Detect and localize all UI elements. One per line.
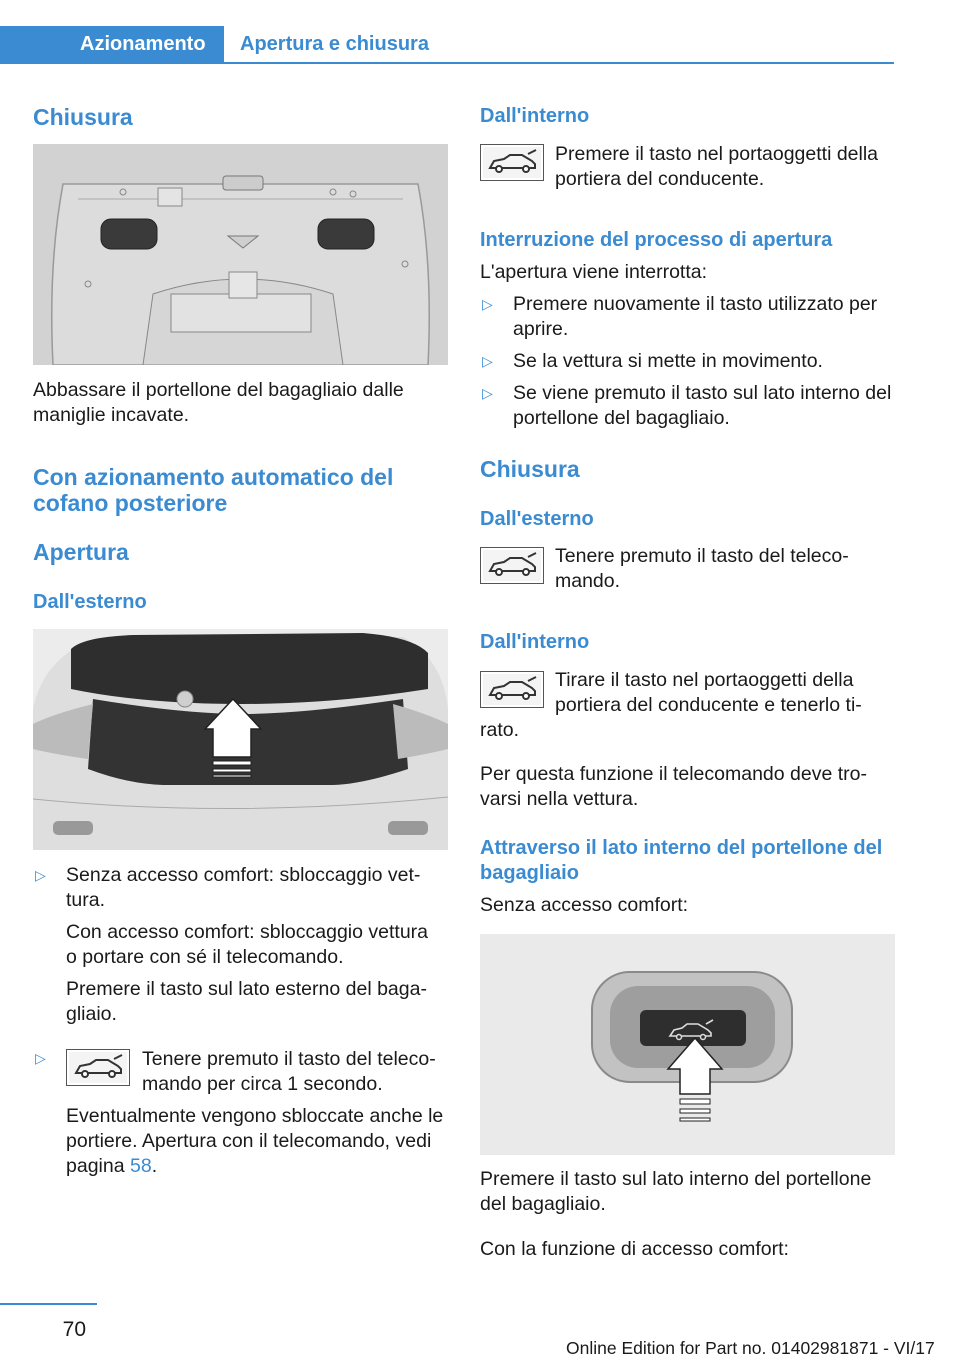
bullet-marker: ▷ bbox=[482, 385, 493, 401]
interruzione-item: Premere nuovamente il tasto utilizzato per aprire. bbox=[513, 293, 878, 340]
bullet-eventualmente bbox=[66, 1104, 444, 1179]
dall-interno-2-text: Tirare il tasto nel portaoggetti della portiera del conducente e tenerlo ti- bbox=[555, 669, 862, 716]
eventualmente-text: Eventualmente vengono sbloccate anche le portiere. Apertura con il telecomando, vedi pagina bbox=[66, 1105, 444, 1177]
heading-chiusura: Chiusura bbox=[33, 104, 133, 130]
senza-accesso-text: Senza accesso comfort: bbox=[480, 894, 689, 916]
trunk-key-icon bbox=[66, 1049, 130, 1086]
trunk-key-icon bbox=[480, 547, 544, 584]
trunk-key-icon bbox=[480, 671, 544, 708]
period: . bbox=[151, 1155, 158, 1177]
heading-dall-interno-2: Dall'interno bbox=[480, 631, 590, 653]
tab-apertura-chiusura[interactable]: Apertura e chiusura bbox=[240, 33, 429, 55]
con-funzione-text: Con la funzione di accesso comfort: bbox=[480, 1238, 789, 1260]
heading-attraverso: Attraverso il lato interno del portellone del bagagliaio bbox=[480, 837, 883, 884]
caption-chiusura: Abbassare il portellone del bagagliaio dalle maniglie incavate. bbox=[33, 379, 404, 426]
heading-interruzione: Interruzione del processo di apertura bbox=[480, 229, 833, 251]
page-link-58[interactable]: 58 bbox=[129, 1155, 152, 1177]
bullet-con-accesso: Con accesso comfort: sbloccaggio vettura o portare con sé il telecomando. bbox=[66, 921, 429, 968]
header-bar bbox=[0, 26, 894, 64]
interruzione-intro: L'apertura viene interrotta: bbox=[480, 261, 708, 283]
bullet-senza-accesso: Senza accesso comfort: sbloccaggio vet-tura. bbox=[66, 864, 421, 911]
bullet-premere-tasto: Premere il tasto sul lato esterno del baga-gliaio. bbox=[66, 978, 427, 1025]
heading-dall-esterno-right: Dall'esterno bbox=[480, 508, 594, 530]
heading-dall-esterno: Dall'esterno bbox=[33, 591, 147, 613]
page-number: 70 bbox=[62, 1318, 86, 1341]
tab-azionamento[interactable]: Azionamento bbox=[0, 26, 224, 62]
trunk-key-icon bbox=[480, 144, 544, 181]
bullet-marker: ▷ bbox=[35, 1050, 46, 1066]
dall-esterno-text: Tenere premuto il tasto del teleco-mando. bbox=[555, 545, 849, 592]
bullet-marker: ▷ bbox=[35, 867, 46, 883]
interruzione-item: Se la vettura si mette in movimento. bbox=[513, 350, 823, 372]
bullet-marker: ▷ bbox=[482, 296, 493, 312]
interior-trunk-button-image bbox=[480, 934, 895, 1155]
dall-interno-2-text-end: rato. bbox=[480, 719, 520, 741]
trunk-lid-interior-image bbox=[33, 144, 448, 365]
footer-divider bbox=[0, 1303, 97, 1305]
heading-chiusura-right: Chiusura bbox=[480, 456, 580, 482]
interruzione-item: Se viene premuto il tasto sul lato interno del portellone del bagagliaio. bbox=[513, 382, 892, 429]
bullet-tenere-premuto: Tenere premuto il tasto del teleco-mando per circa 1 secondo. bbox=[142, 1048, 436, 1095]
bullet-marker: ▷ bbox=[482, 353, 493, 369]
heading-apertura: Apertura bbox=[33, 539, 129, 565]
funzione-text: Per questa funzione il telecomando deve tro-varsi nella vettura. bbox=[480, 763, 867, 810]
dall-interno-text: Premere il tasto nel portaoggetti della portiera del conducente. bbox=[555, 143, 879, 190]
heading-dall-interno: Dall'interno bbox=[480, 105, 590, 127]
edition-info: Online Edition for Part no. 01402981871 - VI/17 bbox=[566, 1338, 935, 1358]
car-trunk-exterior-image bbox=[33, 629, 448, 850]
heading-azionamento-automatico: Con azionamento automatico del cofano posteriore bbox=[33, 464, 394, 516]
caption-interno: Premere il tasto sul lato interno del portellone del bagagliaio. bbox=[480, 1168, 872, 1215]
